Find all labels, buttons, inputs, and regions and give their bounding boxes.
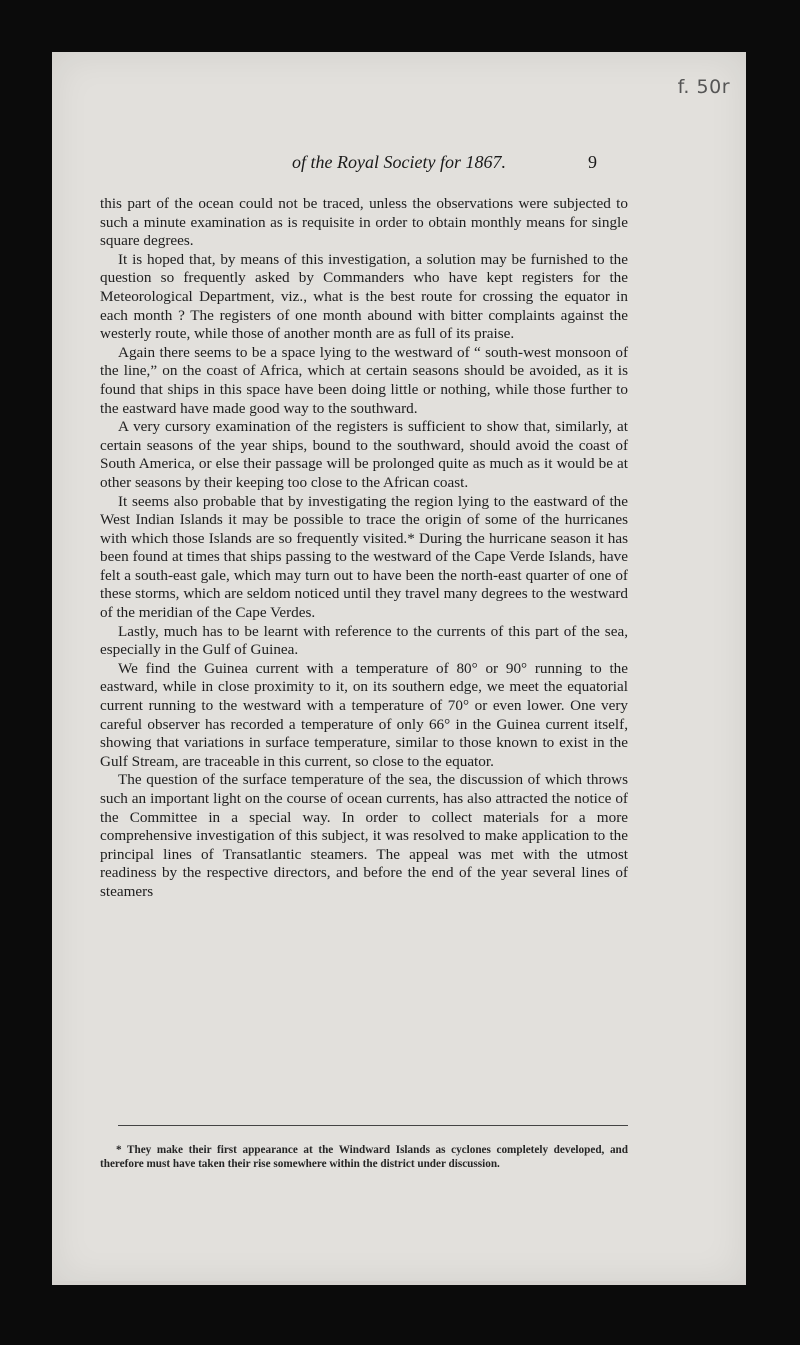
paragraph: It seems also probable that by investigating the region lying to the eastward of the West Indian Islands it may be possible to trace the origin of some of the hurricanes with which those Islands are so frequently visited.* During the hurricane season it has been found at times that ships passing to the westward of the Cape Verde Islands, have felt a south-east gale, which may turn out to have been the north-east quarter of one of these storms, which are seldom noticed until they travel many degrees to the westward of the meridian of the Cape Verdes. <box>100 492 628 622</box>
folio-mark: f. 50r <box>677 76 730 98</box>
body-text <box>100 195 628 902</box>
paragraph: We find the Guinea current with a temperature of 80° or 90° running to the eastward, while in close proximity to it, on its southern edge, we meet the equatorial current running to the westward with a temperature of 70° or even lower. One very careful observer has recorded a temperature of only 66° in the Guinea current itself, showing that variations in surface temperature, similar to those known to exist in the Gulf Stream, are traceable in this current, so close to the equator. <box>100 659 628 770</box>
running-title: of the Royal Society for 1867. <box>292 152 506 172</box>
paper-page <box>52 52 746 1285</box>
page-number: 9 <box>588 152 597 172</box>
paragraph: Again there seems to be a space lying to the westward of “ south-west monsoon of the line,” on the coast of Africa, which at certain seasons should be avoided, as it is found that ships in this space have been doing little or nothing, while those further to the eastward have made good way to the southward. <box>100 343 628 417</box>
footnote-rule <box>118 1125 628 1126</box>
running-head <box>52 152 746 178</box>
page-bottom-edge <box>52 1281 746 1285</box>
footnote: * They make their first appearance at the Windward Islands as cyclones completely developed, and therefore must have taken their rise somewhere within the district under discussion. <box>100 1144 628 1171</box>
paragraph: this part of the ocean could not be traced, unless the observations were subjected to such a minute examination as is requisite in order to obtain monthly means for single square degrees. <box>100 195 628 250</box>
paragraph: A very cursory examination of the registers is sufficient to show that, similarly, at certain seasons of the year ships, bound to the southward, should avoid the coast of South America, or else their passage will be prolonged quite as much as it would be at other seasons by their keeping too close to the African coast. <box>100 418 628 491</box>
paragraph: It is hoped that, by means of this investigation, a solution may be furnished to the question so frequently asked by Commanders who have kept registers for the Meteorological Department, viz., what is the best route for crossing the equator in each month ? The registers of one month abound with bitter complaints against the westerly route, while those of another month are as full of its praise. <box>100 250 628 343</box>
paragraph: The question of the surface temperature of the sea, the discussion of which throws such an important light on the course of ocean currents, has also attracted the notice of the Committee in a special way. In order to collect materials for a more comprehensive investigation of this subject, it was resolved to make application to the principal lines of Transatlantic steamers. The appeal was met with the utmost readiness by the respective directors, and before the end of the year several lines of steamers <box>100 771 628 900</box>
paragraph: Lastly, much has to be learnt with reference to the currents of this part of the sea, especially in the Gulf of Guinea. <box>100 622 628 659</box>
